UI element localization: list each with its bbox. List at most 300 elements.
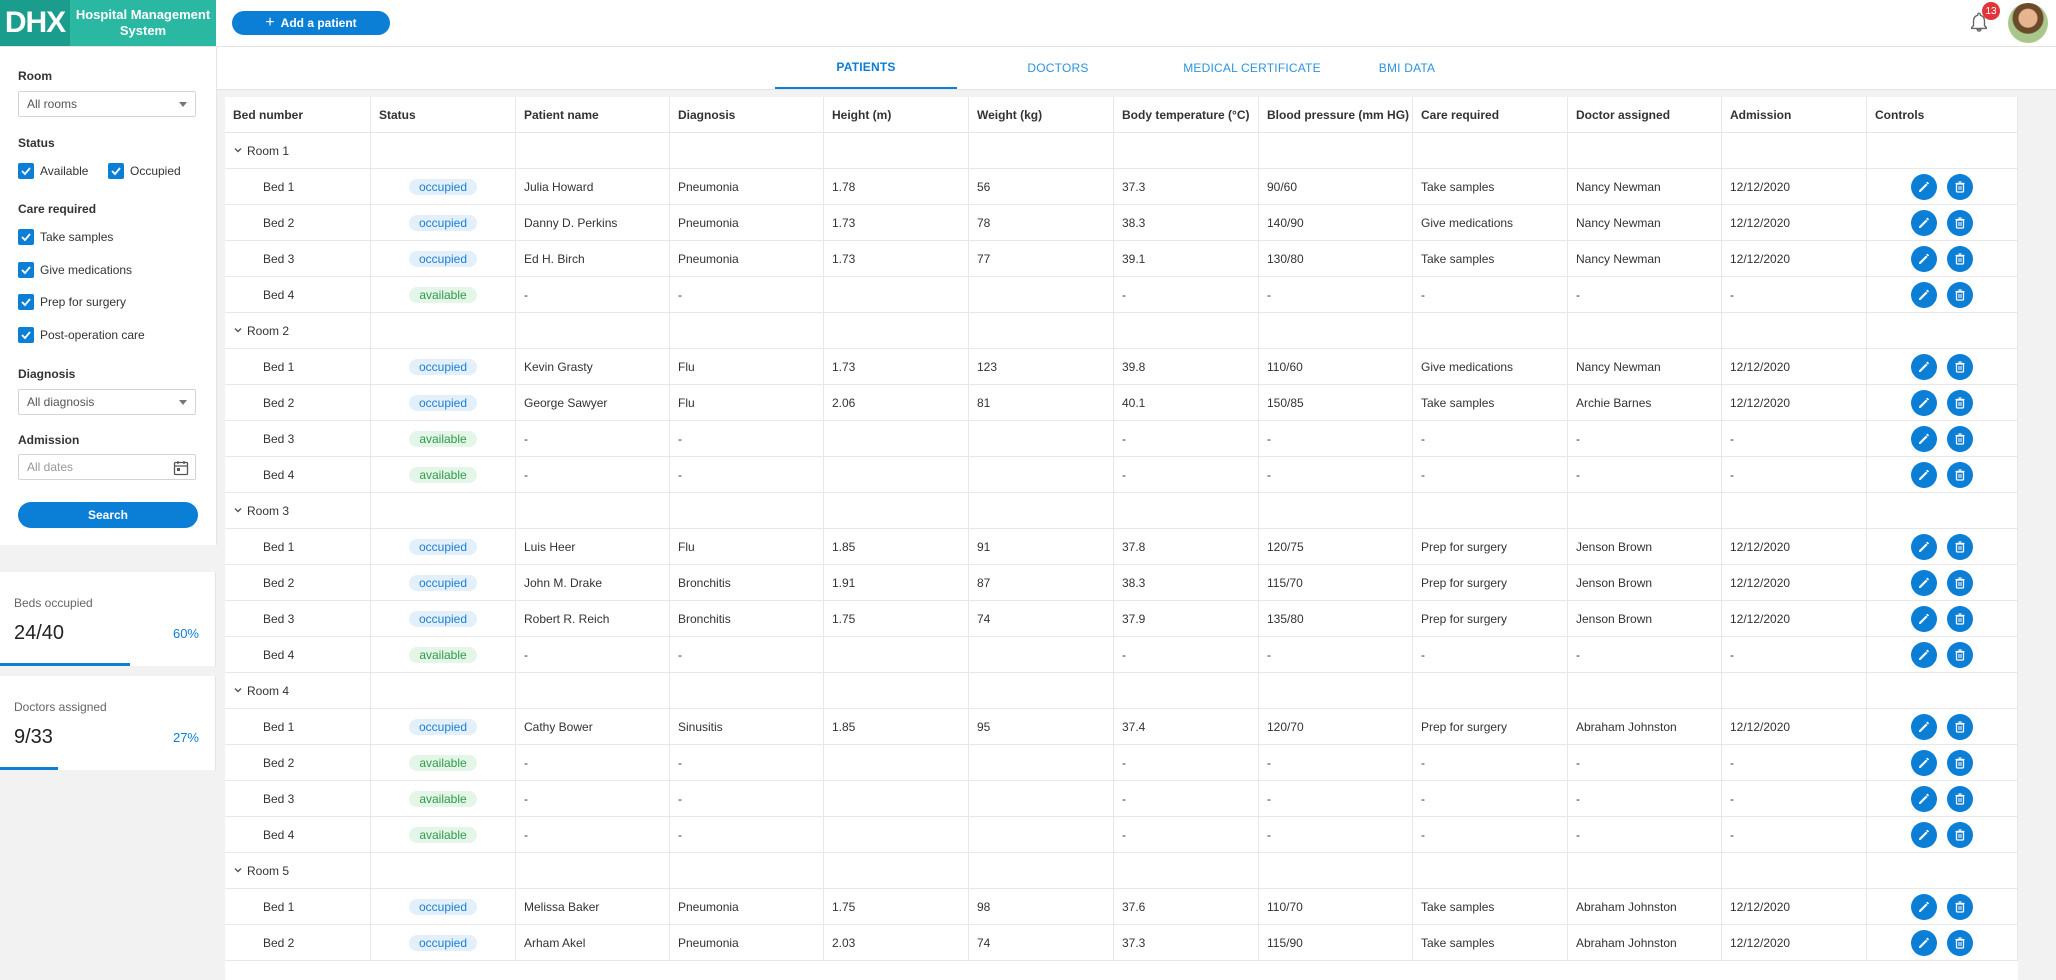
beds-occupied-progress: [0, 663, 130, 666]
edit-button[interactable]: [1911, 246, 1937, 272]
cell-care: -: [1413, 457, 1568, 492]
room-row-empty-cell: [1722, 853, 1867, 888]
status-badge: occupied: [409, 539, 477, 555]
cell-temp: -: [1114, 745, 1259, 780]
cell-name: -: [516, 421, 670, 456]
cell-name: Robert R. Reich: [516, 601, 670, 636]
edit-button[interactable]: [1911, 606, 1937, 632]
cell-diagnosis: Bronchitis: [670, 565, 824, 600]
cell-admission: 12/12/2020: [1722, 709, 1867, 744]
care-take-samples-checkbox[interactable]: [18, 229, 113, 245]
cell-temp: 38.3: [1114, 205, 1259, 240]
status-occupied-checkbox[interactable]: [108, 163, 181, 179]
care-prep-surgery-checkbox[interactable]: [18, 294, 126, 310]
room-label: Room 3: [247, 503, 290, 518]
tab-bmi-data[interactable]: BMI DATA: [1378, 61, 1436, 75]
status-badge: occupied: [409, 899, 477, 915]
cell-status: [371, 745, 516, 780]
cell-bp: 130/80: [1259, 241, 1413, 276]
cell-bed: Bed 2: [225, 745, 371, 780]
delete-button[interactable]: [1947, 894, 1973, 920]
cell-controls: [1867, 925, 2018, 960]
edit-button[interactable]: [1911, 714, 1937, 740]
room-row-empty-cell: [1722, 493, 1867, 528]
cell-height: 2.03: [824, 925, 969, 960]
room-row-empty-cell: [1568, 493, 1722, 528]
status-badge: available: [409, 467, 476, 483]
room-row-empty-cell: [1413, 493, 1568, 528]
bed-row[interactable]: [225, 889, 2018, 925]
cell-diagnosis: -: [670, 421, 824, 456]
trash-icon: [1953, 180, 1967, 194]
pencil-icon: [1917, 396, 1931, 410]
status-badge: occupied: [409, 575, 477, 591]
cell-doctor: Jenson Brown: [1568, 601, 1722, 636]
cell-diagnosis: Sinusitis: [670, 709, 824, 744]
doctors-assigned-title: Doctors assigned: [14, 700, 107, 714]
cell-temp: 37.9: [1114, 601, 1259, 636]
edit-button[interactable]: [1911, 894, 1937, 920]
trash-icon: [1953, 216, 1967, 230]
logo-text: DHX: [4, 6, 66, 39]
cell-diagnosis: Pneumonia: [670, 169, 824, 204]
room-group-row[interactable]: [225, 493, 2018, 529]
room-row-empty-cell: [969, 493, 1114, 528]
cell-controls: [1867, 565, 2018, 600]
delete-button[interactable]: [1947, 354, 1973, 380]
bed-row[interactable]: [225, 385, 2018, 421]
edit-button[interactable]: [1911, 354, 1937, 380]
cell-bed: Bed 3: [225, 601, 371, 636]
cell-doctor: Archie Barnes: [1568, 385, 1722, 420]
care-give-medications-checkbox[interactable]: [18, 262, 132, 278]
edit-button[interactable]: [1911, 390, 1937, 416]
pencil-icon: [1917, 792, 1931, 806]
cell-weight: 74: [969, 925, 1114, 960]
cell-diagnosis: Pneumonia: [670, 241, 824, 276]
edit-button[interactable]: [1911, 282, 1937, 308]
cell-weight: 77: [969, 241, 1114, 276]
delete-button[interactable]: [1947, 174, 1973, 200]
room-toggle[interactable]: [225, 313, 371, 348]
cell-doctor: Abraham Johnston: [1568, 925, 1722, 960]
diagnosis-select[interactable]: [18, 389, 196, 415]
room-row-empty-cell: [1259, 493, 1413, 528]
cell-controls: [1867, 745, 2018, 780]
cell-care: Take samples: [1413, 385, 1568, 420]
room-row-empty-cell: [1568, 133, 1722, 168]
user-avatar[interactable]: [2008, 3, 2048, 43]
cell-admission: 12/12/2020: [1722, 601, 1867, 636]
column-header-temp[interactable]: Body temperature (°C): [1114, 97, 1259, 133]
cell-temp: 39.1: [1114, 241, 1259, 276]
cell-height: 1.85: [824, 529, 969, 564]
care-filter-label: Care required: [18, 202, 97, 216]
status-badge: occupied: [409, 359, 477, 375]
status-badge: occupied: [409, 179, 477, 195]
room-row-empty-cell: [670, 493, 824, 528]
cell-bp: -: [1259, 277, 1413, 312]
bed-row[interactable]: [225, 277, 2018, 313]
pencil-icon: [1917, 252, 1931, 266]
delete-button[interactable]: [1947, 282, 1973, 308]
bed-row[interactable]: [225, 205, 2018, 241]
edit-button[interactable]: [1911, 534, 1937, 560]
room-group-row[interactable]: [225, 133, 2018, 169]
admission-date-input[interactable]: [18, 454, 196, 480]
cell-status: [371, 889, 516, 924]
bed-row[interactable]: [225, 241, 2018, 277]
delete-button[interactable]: [1947, 426, 1973, 452]
cell-bp: -: [1259, 637, 1413, 672]
cell-temp: -: [1114, 817, 1259, 852]
tab-doctors[interactable]: DOCTORS: [1027, 61, 1089, 75]
status-badge: occupied: [409, 215, 477, 231]
trash-icon: [1953, 252, 1967, 266]
chevron-down-icon[interactable]: [233, 864, 243, 878]
bed-row[interactable]: [225, 457, 2018, 493]
column-header-diagnosis[interactable]: Diagnosis: [670, 97, 824, 133]
cell-bed: Bed 2: [225, 205, 371, 240]
edit-button[interactable]: [1911, 570, 1937, 596]
cell-diagnosis: -: [670, 817, 824, 852]
status-available-checkbox[interactable]: [18, 163, 88, 179]
cell-height: 1.73: [824, 205, 969, 240]
status-occupied-label: Occupied: [130, 164, 181, 178]
cell-care: Take samples: [1413, 925, 1568, 960]
cell-temp: -: [1114, 781, 1259, 816]
status-badge: occupied: [409, 251, 477, 267]
cell-name: Luis Heer: [516, 529, 670, 564]
care-option-label: Take samples: [40, 230, 114, 244]
room-row-empty-cell: [1114, 313, 1259, 348]
delete-button[interactable]: [1947, 570, 1973, 596]
room-label: Room 1: [247, 143, 290, 158]
cell-admission: 12/12/2020: [1722, 385, 1867, 420]
cell-bed: Bed 2: [225, 925, 371, 960]
cell-status: [371, 637, 516, 672]
cell-bed: Bed 2: [225, 385, 371, 420]
cell-bp: 90/60: [1259, 169, 1413, 204]
delete-button[interactable]: [1947, 534, 1973, 560]
cell-doctor: -: [1568, 817, 1722, 852]
cell-temp: 37.3: [1114, 169, 1259, 204]
delete-button[interactable]: [1947, 462, 1973, 488]
cell-status: [371, 205, 516, 240]
cell-bed: Bed 4: [225, 277, 371, 312]
edit-button[interactable]: [1911, 786, 1937, 812]
chevron-down-icon: [179, 400, 187, 405]
room-row-empty-cell: [1259, 673, 1413, 708]
edit-button[interactable]: [1911, 930, 1937, 956]
cell-bp: -: [1259, 781, 1413, 816]
cell-weight: 56: [969, 169, 1114, 204]
cell-name: George Sawyer: [516, 385, 670, 420]
chevron-down-icon[interactable]: [233, 324, 243, 338]
status-badge: available: [409, 431, 476, 447]
room-group-row[interactable]: [225, 853, 2018, 889]
cell-height: 1.73: [824, 349, 969, 384]
cell-status: [371, 241, 516, 276]
chevron-down-icon[interactable]: [233, 684, 243, 698]
cell-bed: Bed 3: [225, 241, 371, 276]
status-badge: available: [409, 287, 476, 303]
tab-medical-certificate[interactable]: MEDICAL CERTIFICATE: [1183, 61, 1321, 75]
trash-icon: [1953, 432, 1967, 446]
bed-row[interactable]: [225, 529, 2018, 565]
cell-controls: [1867, 457, 2018, 492]
bed-row[interactable]: [225, 817, 2018, 853]
cell-name: John M. Drake: [516, 565, 670, 600]
cell-bp: 120/70: [1259, 709, 1413, 744]
room-row-empty-cell: [516, 673, 670, 708]
column-header-name[interactable]: Patient name: [516, 97, 670, 133]
column-header-weight[interactable]: Weight (kg): [969, 97, 1114, 133]
bed-row[interactable]: [225, 709, 2018, 745]
bed-row[interactable]: [225, 601, 2018, 637]
delete-button[interactable]: [1947, 606, 1973, 632]
care-option-label: Post-operation care: [40, 328, 145, 342]
bed-row[interactable]: [225, 925, 2018, 961]
bed-row[interactable]: [225, 745, 2018, 781]
cell-bed: Bed 1: [225, 889, 371, 924]
cell-weight: [969, 781, 1114, 816]
cell-height: 2.06: [824, 385, 969, 420]
status-badge: available: [409, 791, 476, 807]
cell-weight: 87: [969, 565, 1114, 600]
bed-row[interactable]: [225, 349, 2018, 385]
add-patient-label: Add a patient: [280, 16, 357, 30]
cell-controls: [1867, 637, 2018, 672]
cell-height: 1.75: [824, 601, 969, 636]
cell-height: 1.85: [824, 709, 969, 744]
room-row-empty-cell: [1867, 133, 2018, 168]
delete-button[interactable]: [1947, 246, 1973, 272]
cell-care: -: [1413, 781, 1568, 816]
room-row-empty-cell: [516, 853, 670, 888]
room-row-empty-cell: [1114, 493, 1259, 528]
cell-name: -: [516, 277, 670, 312]
beds-occupied-title: Beds occupied: [14, 596, 93, 610]
room-toggle[interactable]: [225, 493, 371, 528]
cell-status: [371, 457, 516, 492]
room-group-row[interactable]: [225, 313, 2018, 349]
cell-diagnosis: -: [670, 637, 824, 672]
bed-row[interactable]: [225, 565, 2018, 601]
app-title-line2: System: [119, 23, 167, 38]
tab-patients[interactable]: PATIENTS: [775, 47, 957, 89]
cell-status: [371, 169, 516, 204]
cell-controls: [1867, 421, 2018, 456]
room-row-empty-cell: [1867, 313, 2018, 348]
room-toggle[interactable]: [225, 133, 371, 168]
cell-bed: Bed 3: [225, 781, 371, 816]
edit-button[interactable]: [1911, 210, 1937, 236]
bed-row[interactable]: [225, 637, 2018, 673]
cell-height: [824, 637, 969, 672]
app-title: [70, 0, 216, 46]
room-row-empty-cell: [1114, 853, 1259, 888]
cell-care: Give medications: [1413, 349, 1568, 384]
column-header-height[interactable]: Height (m): [824, 97, 969, 133]
cell-bed: Bed 3: [225, 421, 371, 456]
pencil-icon: [1917, 468, 1931, 482]
pencil-icon: [1917, 936, 1931, 950]
grid-scroll-area[interactable]: [2018, 97, 2056, 980]
column-header-admission[interactable]: Admission: [1722, 97, 1867, 133]
cell-care: -: [1413, 745, 1568, 780]
cell-temp: 37.8: [1114, 529, 1259, 564]
pencil-icon: [1917, 216, 1931, 230]
trash-icon: [1953, 612, 1967, 626]
cell-doctor: Nancy Newman: [1568, 241, 1722, 276]
chevron-down-icon[interactable]: [233, 144, 243, 158]
cell-doctor: -: [1568, 745, 1722, 780]
doctors-assigned-card: [0, 676, 216, 770]
delete-button[interactable]: [1947, 390, 1973, 416]
edit-button[interactable]: [1911, 750, 1937, 776]
cell-status: [371, 925, 516, 960]
room-row-empty-cell: [670, 853, 824, 888]
column-header-bp[interactable]: Blood pressure (mm HG): [1259, 97, 1413, 133]
cell-admission: 12/12/2020: [1722, 241, 1867, 276]
cell-care: -: [1413, 637, 1568, 672]
column-header-doctor[interactable]: Doctor assigned: [1568, 97, 1722, 133]
delete-button[interactable]: [1947, 822, 1973, 848]
add-patient-button[interactable]: [232, 11, 390, 35]
delete-button[interactable]: [1947, 930, 1973, 956]
plus-icon: +: [265, 14, 275, 31]
cell-bp: 115/90: [1259, 925, 1413, 960]
bed-row[interactable]: [225, 169, 2018, 205]
cell-weight: [969, 745, 1114, 780]
room-row-empty-cell: [516, 493, 670, 528]
room-row-empty-cell: [1867, 493, 2018, 528]
patients-grid: [225, 97, 2018, 980]
bed-row[interactable]: [225, 421, 2018, 457]
doctors-assigned-progress: [0, 767, 58, 770]
room-row-empty-cell: [969, 133, 1114, 168]
cell-bp: 110/60: [1259, 349, 1413, 384]
delete-button[interactable]: [1947, 642, 1973, 668]
delete-button[interactable]: [1947, 786, 1973, 812]
room-toggle[interactable]: [225, 853, 371, 888]
edit-button[interactable]: [1911, 642, 1937, 668]
room-label: Room 5: [247, 863, 290, 878]
doctors-assigned-value: 9/33: [14, 726, 53, 748]
pencil-icon: [1917, 288, 1931, 302]
edit-button[interactable]: [1911, 822, 1937, 848]
room-row-empty-cell: [670, 313, 824, 348]
beds-occupied-percent: 60%: [172, 626, 199, 641]
chevron-down-icon[interactable]: [233, 504, 243, 518]
cell-diagnosis: -: [670, 781, 824, 816]
room-row-empty-cell: [824, 493, 969, 528]
cell-care: Prep for surgery: [1413, 601, 1568, 636]
room-row-empty-cell: [1413, 853, 1568, 888]
room-row-empty-cell: [1114, 673, 1259, 708]
trash-icon: [1953, 288, 1967, 302]
column-header-care[interactable]: Care required: [1413, 97, 1568, 133]
cell-temp: 37.3: [1114, 925, 1259, 960]
cell-name: Kevin Grasty: [516, 349, 670, 384]
trash-icon: [1953, 540, 1967, 554]
cell-controls: [1867, 709, 2018, 744]
trash-icon: [1953, 396, 1967, 410]
cell-admission: -: [1722, 745, 1867, 780]
cell-diagnosis: Pneumonia: [670, 205, 824, 240]
column-header-bed[interactable]: Bed number: [225, 97, 371, 133]
delete-button[interactable]: [1947, 210, 1973, 236]
pencil-icon: [1917, 828, 1931, 842]
cell-bp: 110/70: [1259, 889, 1413, 924]
care-post-operation-checkbox[interactable]: [18, 327, 145, 343]
cell-doctor: -: [1568, 457, 1722, 492]
trash-icon: [1953, 936, 1967, 950]
cell-weight: [969, 421, 1114, 456]
cell-admission: 12/12/2020: [1722, 565, 1867, 600]
cell-name: Cathy Bower: [516, 709, 670, 744]
cell-diagnosis: Bronchitis: [670, 601, 824, 636]
cell-temp: 38.3: [1114, 565, 1259, 600]
room-select[interactable]: [18, 91, 196, 117]
cell-height: [824, 277, 969, 312]
cell-controls: [1867, 169, 2018, 204]
room-toggle[interactable]: [225, 673, 371, 708]
edit-button[interactable]: [1911, 426, 1937, 452]
cell-controls: [1867, 781, 2018, 816]
cell-status: [371, 781, 516, 816]
room-row-empty-cell: [1413, 673, 1568, 708]
trash-icon: [1953, 756, 1967, 770]
cell-temp: -: [1114, 277, 1259, 312]
column-header-status[interactable]: Status: [371, 97, 516, 133]
pencil-icon: [1917, 900, 1931, 914]
bed-row[interactable]: [225, 781, 2018, 817]
status-badge: occupied: [409, 395, 477, 411]
checkbox-checked-icon: [18, 327, 34, 343]
search-button[interactable]: Search: [18, 502, 198, 528]
cell-name: -: [516, 781, 670, 816]
delete-button[interactable]: [1947, 750, 1973, 776]
room-row-empty-cell: [371, 313, 516, 348]
edit-button[interactable]: [1911, 462, 1937, 488]
cell-weight: [969, 817, 1114, 852]
status-badge: available: [409, 827, 476, 843]
pencil-icon: [1917, 648, 1931, 662]
cell-temp: 40.1: [1114, 385, 1259, 420]
delete-button[interactable]: [1947, 714, 1973, 740]
cell-doctor: -: [1568, 781, 1722, 816]
column-header-controls[interactable]: Controls: [1867, 97, 2018, 133]
cell-status: [371, 421, 516, 456]
chevron-down-icon: [179, 102, 187, 107]
cell-admission: 12/12/2020: [1722, 889, 1867, 924]
cell-bp: 115/70: [1259, 565, 1413, 600]
cell-care: Prep for surgery: [1413, 565, 1568, 600]
edit-button[interactable]: [1911, 174, 1937, 200]
trash-icon: [1953, 648, 1967, 662]
cell-bp: 150/85: [1259, 385, 1413, 420]
cell-bp: 135/80: [1259, 601, 1413, 636]
room-row-empty-cell: [824, 853, 969, 888]
cell-bed: Bed 4: [225, 817, 371, 852]
cell-status: [371, 565, 516, 600]
room-row-empty-cell: [1413, 133, 1568, 168]
calendar-icon[interactable]: [173, 460, 189, 476]
main-tabs: [217, 47, 2056, 90]
room-group-row[interactable]: [225, 673, 2018, 709]
